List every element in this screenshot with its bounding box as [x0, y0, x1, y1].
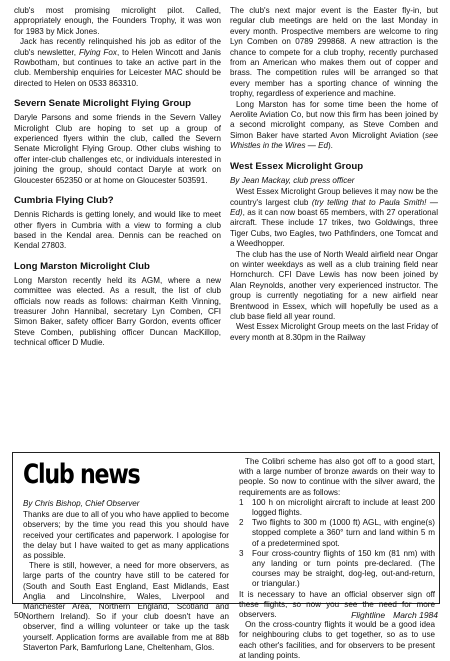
- silver-award-requirements: [239, 498, 435, 590]
- club-news-left: [23, 459, 229, 653]
- issue-info: [343, 610, 438, 621]
- requirement-item: 2 Two flights to 300 m (1000 ft) AGL, with engine(s) stopped complete a 360° turn and land within 5 m of a predetermined spot.: [239, 518, 435, 548]
- intro-paragraph: club's most promising microlight pilot. Called, appropriately enough, the Founders Trophy, it was won for 1983 by Mick Jones.: [14, 6, 221, 36]
- west-essex-paragraph-2: The club has the use of North Weald airfield near Ongar on winter weekdays as well as a club training field near Hornchurch. CFI Dave Lewis has now been joined by Alan Reynolds, another very experienced instructor. The group is currently negotiating for a new airfield near Brentwood in Essex, which will hopefully be used as a club base field all year round.: [230, 249, 438, 321]
- newsletter-paragraph: Jack has recently relinquished his job as editor of the club's newsletter, Flying Fox, to Helen Wincott and Janis Rowbotham, but continues to take an active part in the club. Membership enquiries for Leicester MAC should be directed to Helen on 0533 863310.: [14, 37, 221, 88]
- long-marston-heading: Long Marston Microlight Club: [14, 260, 150, 272]
- long-marston-body: Long Marston recently held its AGM, where a new committee was elected. As a result, the list of club officials now reads as follows: chairman Keith Vinning, treasurer John Hannibal, secretary Lyn Comben, CFI Simon Baker, safety officer Barry Gordon, events officer Steve Comben, publishing officer Duncan MacKillop, technical officer D Mudie.: [14, 275, 221, 348]
- west-essex-paragraph-1: West Essex Microlight Group believes it may now be the country's largest club (try telling that to Paula Smith! — Ed), as it can now boast 65 members, with 27 operational aircraft. These include 17 trikes, two Goldwings, three Tiger Cubs, two Eagles, two Pathfinders, one Tomcat and a Weedhopper.: [230, 187, 439, 249]
- west-essex-paragraph-3: West Essex Microlight Group meets on the last Friday of every month at 8.30pm in the Railway: [230, 322, 438, 342]
- cumbria-heading: Cumbria Flying Club?: [14, 195, 114, 207]
- magazine-name: Flightline: [351, 610, 386, 620]
- requirement-item: 1 100 h on microlight aircraft to include at least 200 logged flights.: [239, 497, 435, 518]
- observer-signoff-paragraph: It is necessary to have an official observer sign off these flights, so now you see the need for more observers.: [239, 589, 435, 620]
- right-column: [230, 6, 438, 343]
- cumbria-body: Dennis Richards is getting lonely, and would like to meet other flyers in Cumbria with a view to forming a club based in the Kendal area. Dennis can be reached on Kendal 27803.: [14, 210, 221, 251]
- club-news-right: [239, 457, 435, 661]
- issue-date: March 1984: [393, 610, 438, 620]
- severn-heading: Severn Senate Microlight Flying Group: [14, 98, 191, 110]
- colibri-paragraph: The Colibri scheme has also got off to a good start, with a large number of bronze awards on their way to people. So now to continue with the silver award, the requirements are as follows:: [239, 457, 435, 497]
- aerolite-paragraph: Long Marston has for some time been the home of Aerolite Aviation Co, but now this firm has been joined by a second microlight company, as Steve Comben and Simon Baker have started Avon Microlight Aviation (see Whistles in the Wires — Ed).: [230, 99, 438, 151]
- easter-flyin-paragraph: The club's next major event is the Easter fly-in, but regular club meetings are held on the last Monday in every month. Prospective members are welcome to ring Lyn Comben on 0789 299868. A new attraction is the chance to compete for a club trophy, recently purchased from an American who makes them out of copper and brass. The competition rules will be arranged so that every member has a sporting chance of winning the trophy, regardless of experience and machine.: [230, 6, 438, 99]
- observers-paragraph-2: There is still, however, a need for more observers, as large parts of the country have still to be catered for (South and South East England, East Midlands, East Anglia and Lincolnshire, Wales, Liverpool and Manchester Area, Northern England, Scotland and Northern Ireland). So if your club doesn't have an observer, find a willing volunteer or take up the task yourself. Application forms are available from me at 88b Staverton Park, Bamfurlong Lane, Cheltenham, Glos.: [23, 561, 229, 652]
- club-news-title: Club news: [23, 459, 140, 490]
- left-column: [14, 6, 221, 349]
- club-news-byline: By Chris Bishop, Chief Observer: [23, 499, 140, 508]
- page-number: 50: [14, 610, 24, 620]
- west-essex-heading: West Essex Microlight Group: [230, 160, 364, 172]
- newsletter-title: Flying Fox: [78, 47, 117, 57]
- severn-body: Daryle Parsons and some friends in the Severn Valley Microlight Club are hoping to set up a group of experienced flyers within the club, called the Severn Senate Microlight Flying Group. Other clubs wishing to offer inter-club challenges etc, or individuals interested in joining the group, should contact Daryle at work on Gloucester 652350 or at home on Gloucester 503591.: [14, 113, 221, 185]
- editor-note: see Whistles in the Wires — Ed: [230, 130, 438, 151]
- observers-paragraph-1: Thanks are due to all of you who have applied to become observers; by the time you read this you should have received your certificates and paperwork. I apologise for the delay but I have waited to get as many applications as possible.: [23, 510, 229, 561]
- editor-aside: (try telling that to Paula Smith! — Ed): [230, 197, 439, 217]
- west-essex-byline: By Jean Mackay, club press officer: [230, 175, 355, 185]
- requirement-item: 3 Four cross-country flights of 150 km (81 nm) with any landing or turn points pre-declared. (The courses may be straight, dog-leg, out-and-return, or triangular.): [239, 548, 435, 589]
- cross-country-paragraph: On the cross-country flights it would be a good idea for neighbouring clubs to get together, so as to use each other's facilities, and for observers to be present at landing points.: [239, 620, 435, 660]
